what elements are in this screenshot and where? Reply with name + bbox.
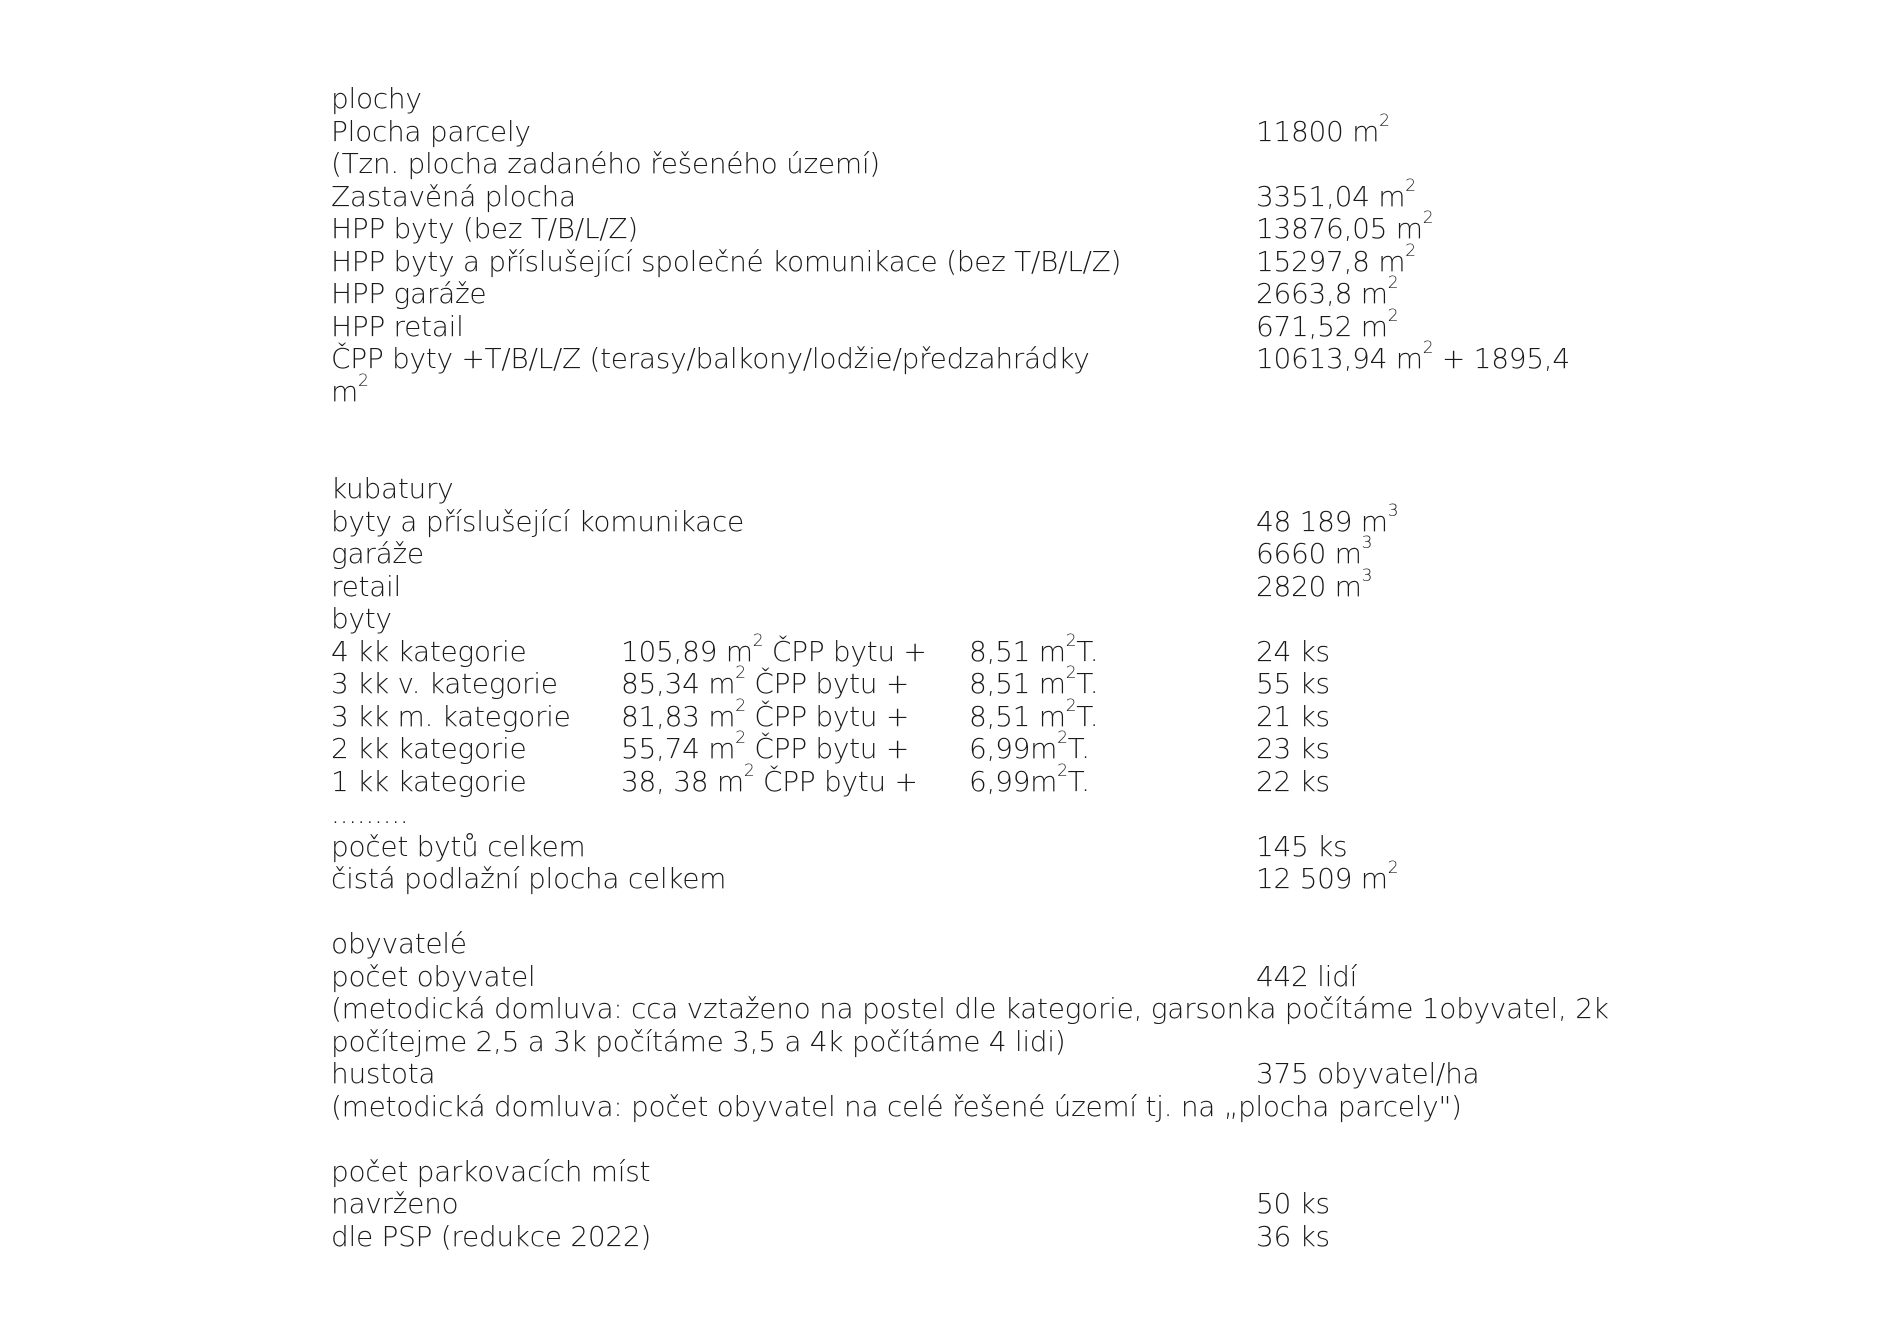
row-value: 6660 $m^3$ (1256, 533, 1373, 570)
row-value: 15297,8 $m^2$ (1256, 240, 1416, 278)
apartment-category: 2 kk kategorie (331, 732, 527, 765)
row-label: dle PSP (redukce 2022) (331, 1219, 652, 1253)
row-value: 13876,05 $m^2$ (1256, 208, 1434, 245)
table-row (331, 630, 1631, 669)
row-label: navrženo (331, 1187, 459, 1220)
row-hpp-retail (331, 305, 1631, 344)
row-value: 442 lidí (1256, 959, 1358, 993)
apartment-category: 3 kk m. kategorie (331, 699, 571, 733)
apartment-area: 38, 38 $m^2$ ČPP bytu + (621, 760, 918, 798)
row-value: 375 obyvatel/ha (1256, 1057, 1480, 1090)
row-hustota (331, 1058, 1631, 1091)
heading-text: byty (331, 602, 392, 635)
apartment-category: 1 kk kategorie (331, 764, 527, 798)
section-heading-byty (331, 603, 1631, 636)
heading-text: kubatury (331, 472, 454, 505)
document-body (331, 83, 1631, 1253)
row-value: 145 ks (1256, 829, 1348, 863)
row-label: retail (331, 569, 402, 603)
apartment-count: 21 ks (1256, 699, 1330, 733)
row-label: HPP garáže (331, 277, 487, 310)
row-pocet-obyvatel (331, 961, 1631, 994)
row-dle-psp (331, 1221, 1631, 1254)
heading-text: počet parkovacích míst (331, 1154, 651, 1188)
row-value: 3351,04 $m^2$ (1256, 175, 1416, 213)
methodology-note: (metodická domluva: cca vztaženo na postel dle kategorie, garsonka počítáme 1obyvatel, 2k počítejme 2,5 a 3k počítáme 3,5 a 4k počítáme 4 lidi) (331, 992, 1609, 1058)
section-heading-parkovani (331, 1156, 1631, 1189)
dots-separator: ......... (331, 797, 409, 830)
row-navrzeno (331, 1188, 1631, 1221)
apartment-area: 81,83 $m^2$ ČPP bytu + (621, 695, 910, 733)
row-pocet-bytu (331, 831, 1631, 864)
apartment-count: 55 ks (1256, 667, 1330, 700)
row-hpp-garaze (331, 273, 1631, 311)
row-kubatura-byty (331, 500, 1631, 539)
row-value: 48 189 $m^3$ (1256, 500, 1399, 538)
row-label: byty a příslušející komunikace (331, 504, 744, 538)
apartment-category: 3 kk v. kategorie (331, 667, 558, 700)
row-value: 10613,94 $m^2 + 1895,4$ (1256, 338, 1570, 375)
row-zastavena-plocha (331, 175, 1631, 214)
row-label: HPP retail (331, 309, 464, 343)
spacer (331, 408, 1631, 473)
apartment-area: 55,74 $m^2$ ČPP bytu + (621, 728, 910, 765)
row-value: 671,52 $m^2$ (1256, 305, 1399, 343)
row-value: 11800 $m^2$ (1256, 110, 1390, 148)
row-label: hustota (331, 1057, 436, 1090)
row-label: počet obyvatel (331, 959, 536, 993)
section-heading-kubatury (331, 473, 1631, 506)
row-label: čistá podlažní plocha celkem (331, 862, 727, 895)
row-label: ČPP byty +T/B/L/Z (terasy/balkony/lodžie/předzahrádky $m^2$ (331, 342, 1090, 408)
row-label: garáže (331, 537, 424, 570)
row-label: HPP byty (bez T/B/L/Z) (331, 212, 638, 245)
section-heading-obyvatele (331, 928, 1631, 961)
density-note: (metodická domluva: počet obyvatel na celé řešené území tj. na „plocha parcely") (331, 1089, 1462, 1123)
apartment-terrace: 8,51 $m^2T$. (969, 695, 1099, 733)
table-row (331, 663, 1631, 701)
row-value: 2820 $m^3$ (1256, 565, 1373, 603)
row-label: počet bytů celkem (331, 829, 586, 863)
table-row (331, 760, 1631, 799)
section-heading-plochy (331, 83, 1631, 116)
row-label: (Tzn. plocha zadaného řešeného území) (331, 147, 880, 180)
row-plocha-parcely-note (331, 148, 1631, 181)
row-kubatura-retail (331, 565, 1631, 604)
heading-text: obyvatelé (331, 927, 467, 960)
row-value: 2663,8 $m^2$ (1256, 273, 1399, 310)
row-value: 12 509 $m^2$ (1256, 858, 1399, 895)
row-hpp-byty-komunikace (331, 240, 1631, 279)
heading-text: plochy (331, 82, 422, 115)
apartment-area: 85,34 $m^2$ ČPP bytu + (621, 663, 910, 700)
table-row (331, 695, 1631, 734)
row-kubatura-garaze (331, 533, 1631, 571)
row-cista-plocha (331, 858, 1631, 896)
row-plocha-parcely (331, 110, 1631, 149)
apartment-terrace: 8,51 $m^2T$. (969, 663, 1099, 700)
spacer (331, 1123, 1631, 1156)
row-label: Plocha parcely (331, 114, 531, 148)
apartment-terrace: $6,99m^2T$. (969, 728, 1090, 765)
row-hpp-byty (331, 208, 1631, 246)
apartment-count: 24 ks (1256, 634, 1330, 668)
row-label: Zastavěná plocha (331, 179, 576, 213)
apartment-area: 105,89 $m^2$ ČPP bytu + (621, 630, 927, 668)
row-value: 50 ks (1256, 1187, 1330, 1220)
apartment-category: 4 kk kategorie (331, 634, 527, 668)
apartment-terrace: $6,99m^2T$. (969, 760, 1090, 798)
row-cpp-byty (331, 338, 1631, 408)
row-value: 36 ks (1256, 1219, 1330, 1253)
apartment-count: 22 ks (1256, 764, 1330, 798)
apartment-count: 23 ks (1256, 732, 1330, 765)
row-label: HPP byty a příslušející společné komunikace (bez T/B/L/Z) (331, 244, 1122, 278)
table-row (331, 728, 1631, 766)
apartment-terrace: 8,51 $m^2T$. (969, 630, 1099, 668)
spacer (331, 896, 1631, 929)
